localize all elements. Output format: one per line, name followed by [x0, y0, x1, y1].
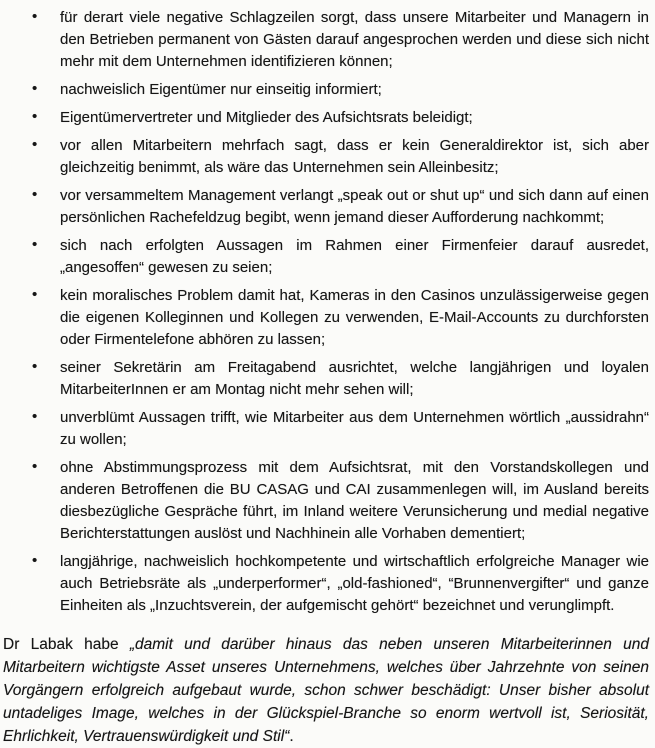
list-item-text: Eigentümervertreter und Mitglieder des Aufsichtsrats beleidigt; [60, 109, 473, 126]
list-item-text: langjährige, nachweislich hochkompetente und wirtschaftlich erfolgreiche Manager wie auch Betriebsräte als „underperformer“, „old-fashioned“, “Brunnenvergifter“ und ganze Einheiten als „Inzuchtsverein, der aufgemischt gehört“ bezeichnet und verunglimpft. [60, 553, 649, 614]
list-item [3, 135, 649, 179]
list-item [3, 407, 649, 451]
bullet-icon: • [32, 136, 38, 153]
list-item-text: seiner Sekretärin am Freitagabend ausrichtet, welche langjährigen und loyalen MitarbeiterInnen er am Montag nicht mehr sehen will; [60, 359, 649, 398]
closing-quote: „damit und darüber hinaus das neben unseren Mitarbeiterinnen und Mitarbeitern wichtigste Asset unseres Unternehmens, welches über Jahrzehnte von seinen Vorgängern erfolgreich aufgebaut wurde, schon schwer beschädigt: Unser bisher absolut untadeliges Image, welches in der Glückspiel-Branche so enorm wertvoll ist, Seriosität, Ehrlichkeit, Vertrauenswürdigkeit und Stil“ [3, 636, 649, 745]
list-item [3, 7, 649, 73]
list-item [3, 551, 649, 617]
list-item-text: kein moralisches Problem damit hat, Kameras in den Casinos unzulässigerweise gegen die eigenen Kolleginnen und Kollegen zu verwenden, E-Mail-Accounts zu durchforsten oder Firmentelefone abhören zu lassen; [60, 287, 649, 348]
bullet-icon: • [32, 358, 38, 375]
list-item-text: ohne Abstimmungsprozess mit dem Aufsichtsrat, mit den Vorstandskollegen und anderen Betroffenen die BU CASAG und CAI zusammenlegen will, im Ausland bereits diesbezügliche Gespräche führt, im Inland weitere Verunsicherung und medial negative Berichterstattungen auslöst und Nachhinein alle Vorhaben dementiert; [60, 459, 649, 542]
list-item [3, 235, 649, 279]
bullet-icon: • [32, 236, 38, 253]
bullet-icon: • [32, 8, 38, 25]
list-item-text: vor allen Mitarbeitern mehrfach sagt, dass er kein Generaldirektor ist, sich aber gleichzeitig benimmt, als wäre das Unternehmen sein Alleinbesitz; [60, 137, 649, 176]
list-item [3, 185, 649, 229]
list-item-text: sich nach erfolgten Aussagen im Rahmen einer Firmenfeier darauf ausredet, „angesoffen“ gewesen zu seien; [60, 237, 649, 276]
closing-prefix: Dr Labak habe [3, 636, 130, 653]
bullet-icon: • [32, 186, 38, 203]
list-item-text: nachweislich Eigentümer nur einseitig informiert; [60, 81, 382, 98]
closing-suffix: . [289, 728, 294, 745]
list-item [3, 457, 649, 545]
bullet-icon: • [32, 552, 38, 569]
list-item [3, 79, 649, 101]
list-item [3, 107, 649, 129]
bullet-icon: • [32, 286, 38, 303]
list-item-text: unverblümt Aussagen trifft, wie Mitarbeiter aus dem Unternehmen wörtlich „aussidrahn“ zu wollen; [60, 409, 649, 448]
bullet-icon: • [32, 408, 38, 425]
list-item [3, 357, 649, 401]
list-item [3, 285, 649, 351]
bullet-icon: • [32, 80, 38, 97]
list-item-text: vor versammeltem Management verlangt „speak out or shut up“ und sich dann auf einen persönlichen Rachefeldzug begibt, wenn jemand dieser Aufforderung nachkommt; [60, 187, 649, 226]
bullet-list [3, 7, 649, 617]
bullet-icon: • [32, 108, 38, 125]
list-item-text: für derart viele negative Schlagzeilen sorgt, dass unsere Mitarbeiter und Managern in den Betrieben permanent von Gästen darauf angesprochen werden und diese sich nicht mehr mit dem Unternehmen identifizieren können; [60, 9, 649, 70]
closing-paragraph [3, 633, 649, 748]
bullet-icon: • [32, 458, 38, 475]
